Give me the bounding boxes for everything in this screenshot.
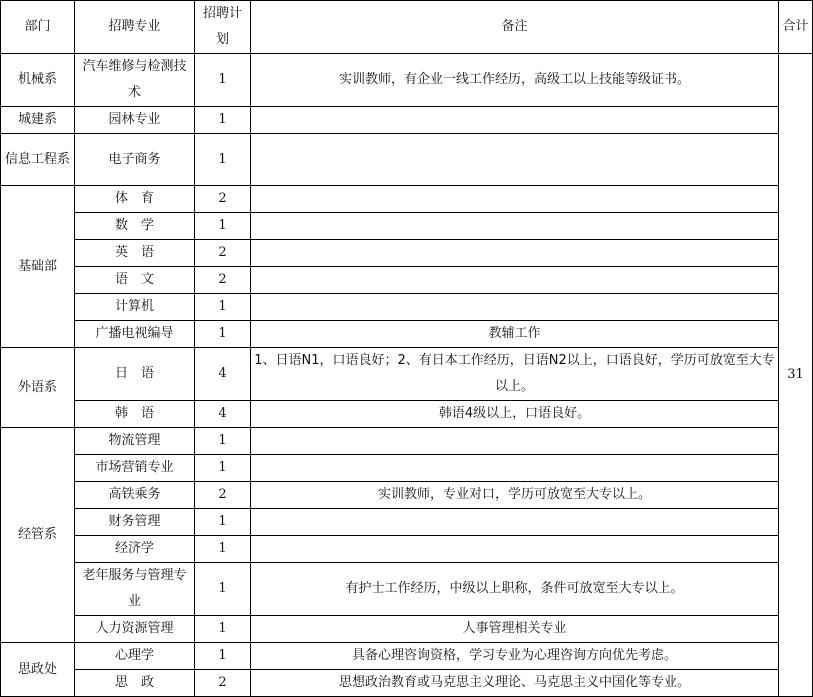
major-cell: 老年服务与管理专业 xyxy=(75,563,195,616)
header-note: 备注 xyxy=(251,1,779,54)
count-cell: 2 xyxy=(195,670,251,697)
table-row xyxy=(1,321,813,348)
major-cell: 财务管理 xyxy=(75,509,195,536)
note-cell xyxy=(251,107,779,134)
dept-cell: 经管系 xyxy=(1,428,75,643)
note-cell: 思想政治教育或马克思主义理论、马克思主义中国化等专业。 xyxy=(251,670,779,697)
major-cell: 计算机 xyxy=(75,294,195,321)
major-cell: 语 文 xyxy=(75,267,195,294)
major-cell: 日 语 xyxy=(75,348,195,401)
count-cell: 4 xyxy=(195,401,251,428)
count-cell: 2 xyxy=(195,240,251,267)
table-row xyxy=(1,213,813,240)
note-cell: 具备心理咨询资格，学习专业为心理咨询方向优先考虑。 xyxy=(251,643,779,670)
note-cell xyxy=(251,213,779,240)
header-major: 招聘专业 xyxy=(75,1,195,54)
count-cell: 1 xyxy=(195,134,251,186)
table-row xyxy=(1,563,813,616)
table-row xyxy=(1,294,813,321)
count-cell: 1 xyxy=(195,54,251,107)
major-cell: 经济学 xyxy=(75,536,195,563)
note-cell xyxy=(251,294,779,321)
note-cell xyxy=(251,428,779,455)
header-total: 合计 xyxy=(779,1,813,54)
major-cell: 物流管理 xyxy=(75,428,195,455)
table-row xyxy=(1,401,813,428)
major-cell: 数 学 xyxy=(75,213,195,240)
count-cell: 1 xyxy=(195,509,251,536)
dept-cell: 机械系 xyxy=(1,54,75,107)
note-cell: 教辅工作 xyxy=(251,321,779,348)
major-cell: 英 语 xyxy=(75,240,195,267)
major-cell: 电子商务 xyxy=(75,134,195,186)
major-cell: 体 育 xyxy=(75,186,195,213)
table-row xyxy=(1,186,813,213)
table-row xyxy=(1,348,813,401)
count-cell: 2 xyxy=(195,186,251,213)
note-cell: 韩语4级以上，口语良好。 xyxy=(251,401,779,428)
note-cell: 有护士工作经历，中级以上职称，条件可放宽至大专以上。 xyxy=(251,563,779,616)
major-cell: 韩 语 xyxy=(75,401,195,428)
note-cell xyxy=(251,186,779,213)
major-cell: 园林专业 xyxy=(75,107,195,134)
count-cell: 1 xyxy=(195,294,251,321)
count-cell: 1 xyxy=(195,616,251,643)
count-cell: 1 xyxy=(195,536,251,563)
table-row xyxy=(1,616,813,643)
table-row xyxy=(1,536,813,563)
note-cell: 人事管理相关专业 xyxy=(251,616,779,643)
count-cell: 2 xyxy=(195,482,251,509)
dept-cell: 基础部 xyxy=(1,186,75,348)
count-cell: 1 xyxy=(195,643,251,670)
dept-cell: 信息工程系 xyxy=(1,134,75,186)
count-cell: 4 xyxy=(195,348,251,401)
note-cell xyxy=(251,509,779,536)
table-row xyxy=(1,107,813,134)
note-cell: 实训教师，有企业一线工作经历，高级工以上技能等级证书。 xyxy=(251,54,779,107)
major-cell: 汽车维修与检测技术 xyxy=(75,54,195,107)
major-cell: 思 政 xyxy=(75,670,195,697)
table-row xyxy=(1,509,813,536)
count-cell: 2 xyxy=(195,267,251,294)
table-row xyxy=(1,643,813,670)
table-row xyxy=(1,134,813,186)
count-cell: 1 xyxy=(195,213,251,240)
note-cell: 1、日语N1，口语良好；2、有日本工作经历，日语N2以上，口语良好，学历可放宽至大专以上。 xyxy=(251,348,779,401)
note-cell xyxy=(251,240,779,267)
note-cell xyxy=(251,536,779,563)
table-row xyxy=(1,670,813,697)
table-row xyxy=(1,482,813,509)
note-cell xyxy=(251,134,779,186)
header-dept: 部门 xyxy=(1,1,75,54)
total-cell: 31 xyxy=(779,54,813,697)
major-cell: 心理学 xyxy=(75,643,195,670)
count-cell: 1 xyxy=(195,321,251,348)
header-row xyxy=(1,1,813,54)
major-cell: 人力资源管理 xyxy=(75,616,195,643)
major-cell: 高铁乘务 xyxy=(75,482,195,509)
major-cell: 广播电视编导 xyxy=(75,321,195,348)
count-cell: 1 xyxy=(195,107,251,134)
table-row xyxy=(1,267,813,294)
dept-cell: 思政处 xyxy=(1,643,75,697)
header-plan: 招聘计划 xyxy=(195,1,251,54)
count-cell: 1 xyxy=(195,563,251,616)
note-cell xyxy=(251,267,779,294)
dept-cell: 城建系 xyxy=(1,107,75,134)
count-cell: 1 xyxy=(195,455,251,482)
table-row xyxy=(1,54,813,107)
count-cell: 1 xyxy=(195,428,251,455)
table-row xyxy=(1,455,813,482)
major-cell: 市场营销专业 xyxy=(75,455,195,482)
note-cell xyxy=(251,455,779,482)
table-row xyxy=(1,428,813,455)
note-cell: 实训教师，专业对口，学历可放宽至大专以上。 xyxy=(251,482,779,509)
table-row xyxy=(1,240,813,267)
recruitment-table-body xyxy=(1,1,813,697)
dept-cell: 外语系 xyxy=(1,348,75,428)
